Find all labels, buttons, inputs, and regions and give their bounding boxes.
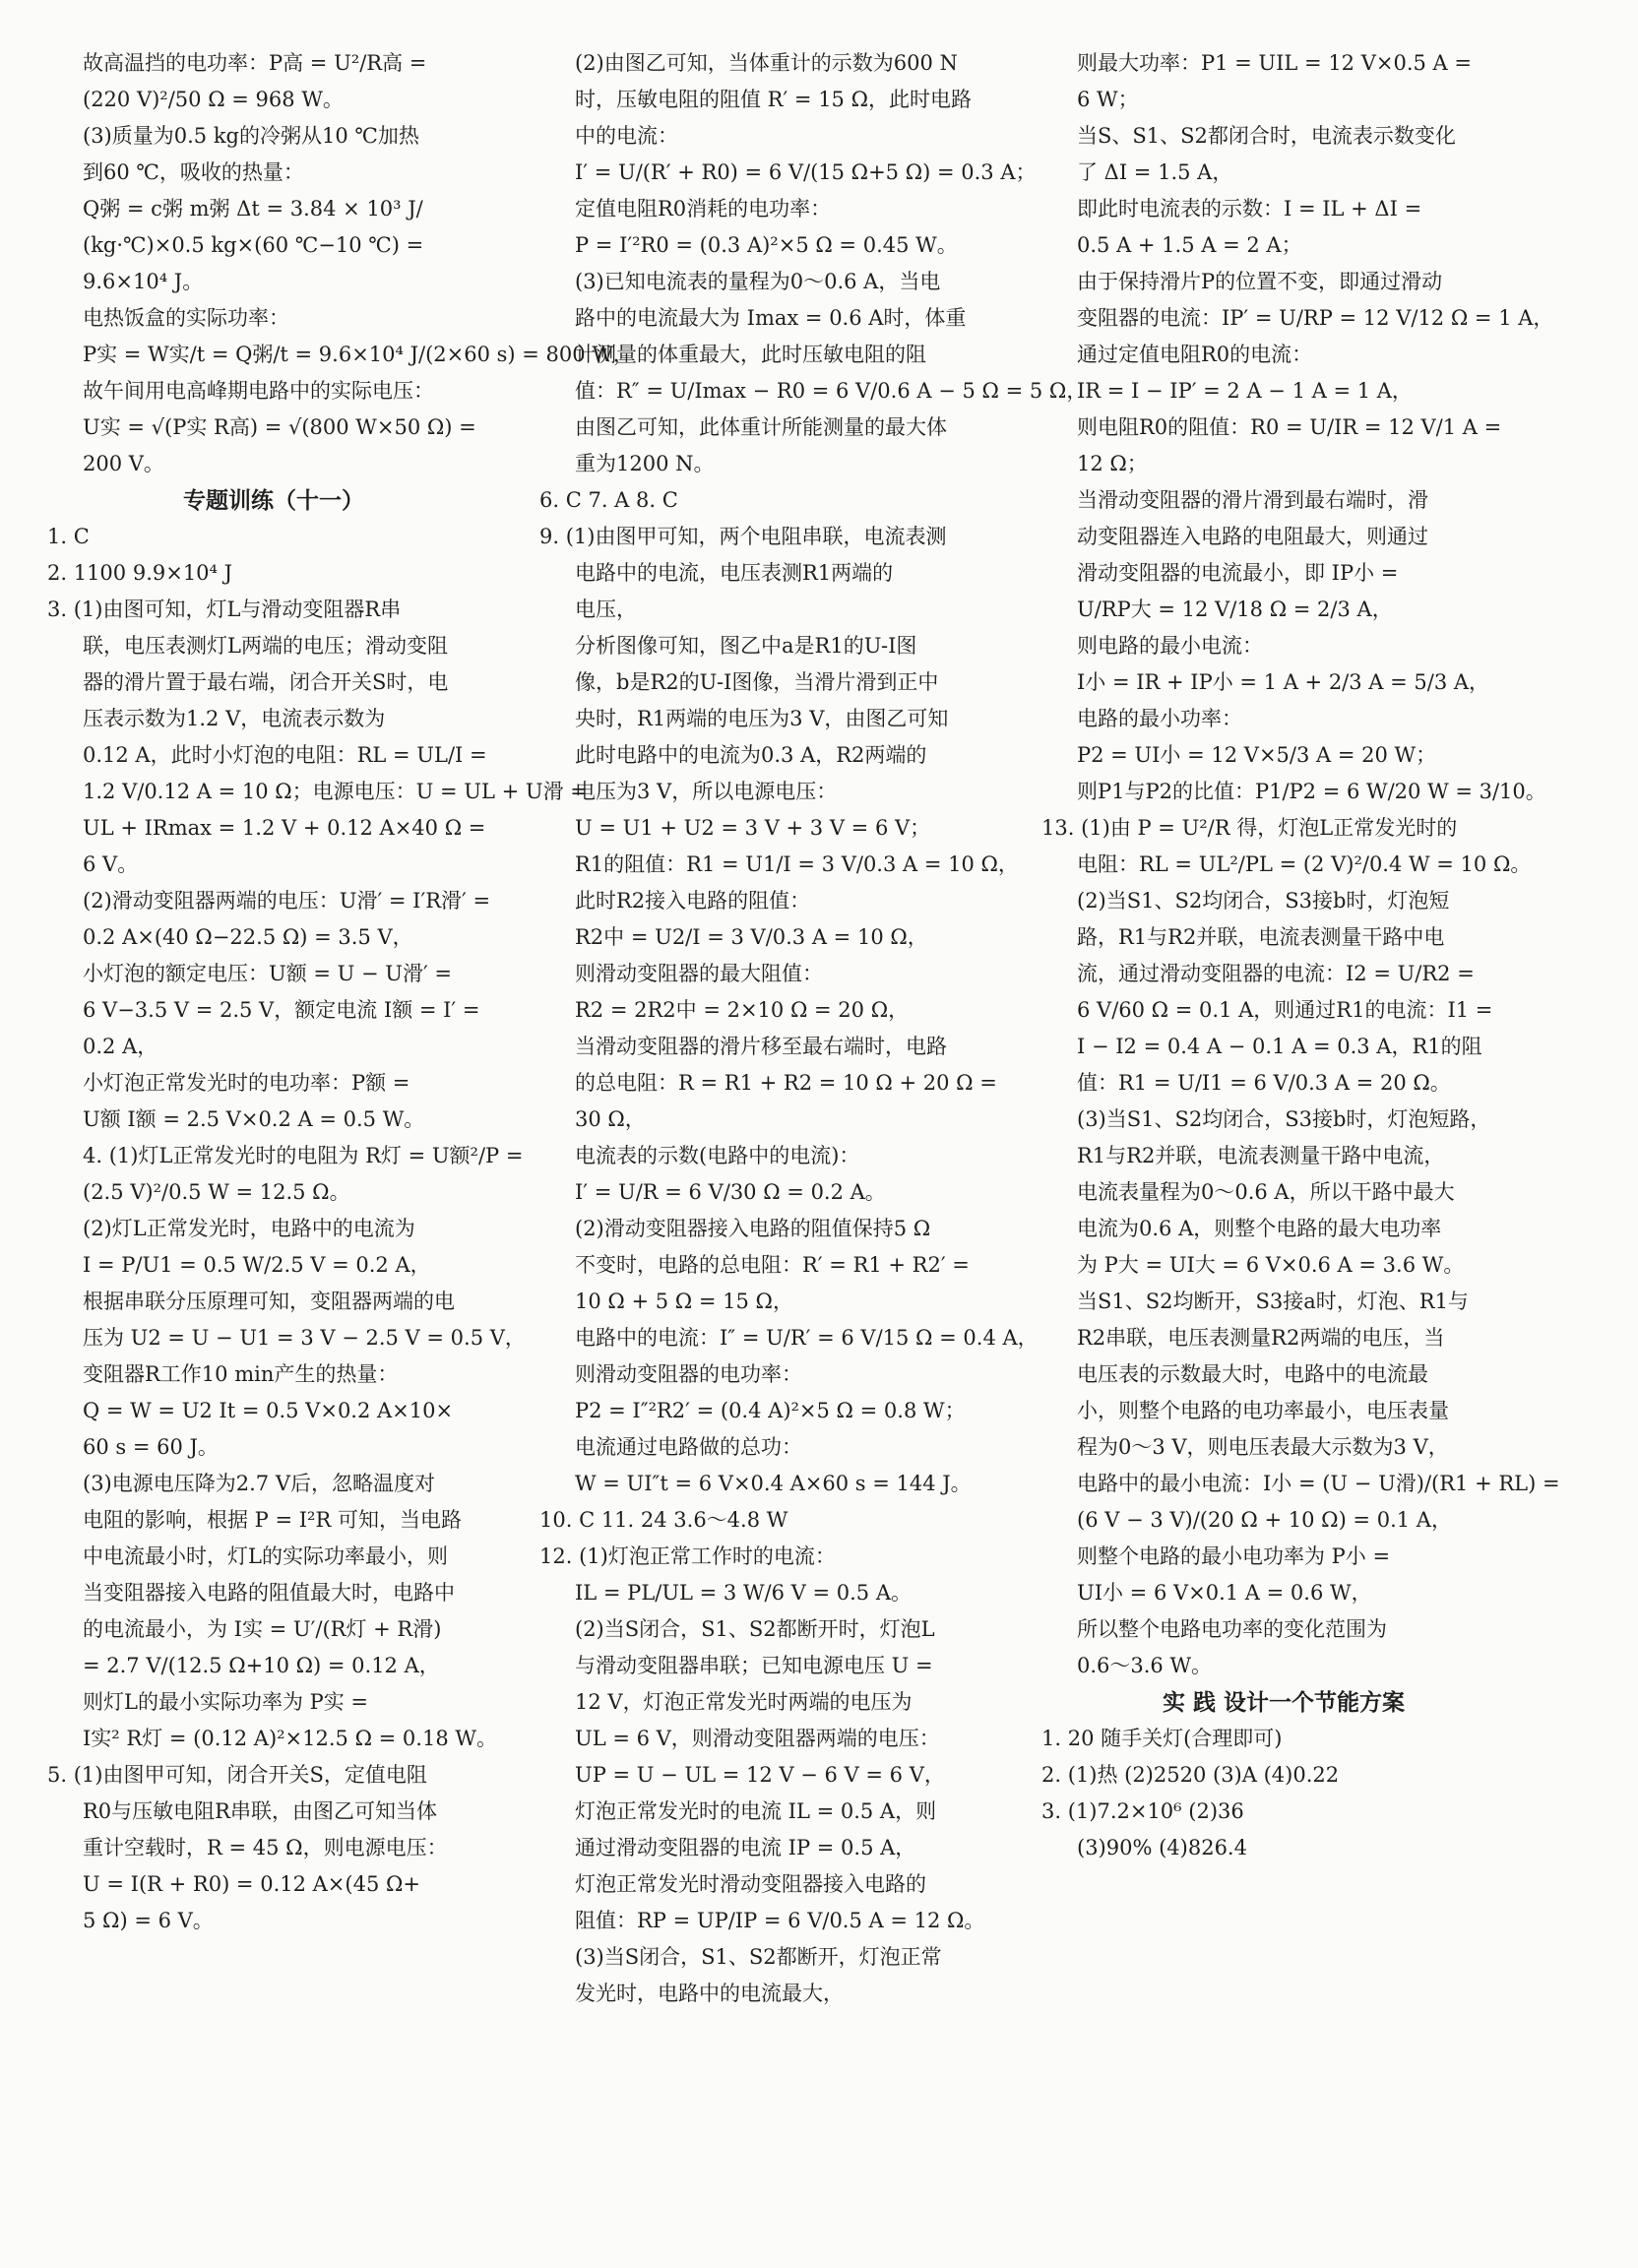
text-line: 则电路的最小电流： bbox=[1077, 634, 1263, 658]
text-line: Q粥 = c粥 m粥 Δt = 3.84 × 10³ J/ bbox=[83, 197, 423, 220]
text-line: U实 = √(P实 R高) = √(800 W×50 Ω) = bbox=[83, 415, 476, 439]
text-line: 13. (1)由 P = U²/R 得，灯泡L正常发光时的 bbox=[1041, 816, 1458, 840]
text-line: 0.5 A + 1.5 A = 2 A； bbox=[1077, 233, 1302, 257]
text-line: 电路中的电流：I″ = U/R′ = 6 V/15 Ω = 0.4 A， bbox=[575, 1326, 1039, 1350]
text-line: 灯泡正常发光时滑动变阻器接入电路的 bbox=[575, 1872, 926, 1896]
text-line: (3)已知电流表的量程为0～0.6 A，当电 bbox=[575, 270, 941, 293]
text-line: 由于保持滑片P的位置不变，即通过滑动 bbox=[1077, 270, 1443, 293]
text-line: UL + IRmax = 1.2 V + 0.12 A×40 Ω = bbox=[83, 816, 486, 840]
text-line: (220 V)²/50 Ω = 968 W。 bbox=[83, 88, 344, 111]
text-line: UI小 = 6 V×0.1 A = 0.6 W， bbox=[1077, 1581, 1372, 1605]
text-line: U = I(R + R0) = 0.12 A×(45 Ω+ bbox=[83, 1872, 420, 1896]
text-line: 则最大功率：P1 = UIL = 12 V×0.5 A = bbox=[1077, 51, 1472, 75]
text-line: U额 I额 = 2.5 V×0.2 A = 0.5 W。 bbox=[83, 1107, 425, 1131]
text-line: 当S、S1、S2都闭合时，电流表示数变化 bbox=[1077, 124, 1456, 148]
text-line: 2. (1)热 (2)2520 (3)A (4)0.22 bbox=[1041, 1763, 1340, 1787]
column-right bbox=[1041, 45, 1560, 1866]
text-line: 像，b是R2的U-I图像，当滑片滑到正中 bbox=[575, 670, 939, 694]
text-line: 当滑动变阻器的滑片移至最右端时，电路 bbox=[575, 1035, 947, 1058]
text-line: 1. C bbox=[47, 525, 90, 548]
text-line: 灯泡正常发光时的电流 IL = 0.5 A，则 bbox=[575, 1799, 937, 1823]
text-line: 重为1200 N。 bbox=[575, 452, 715, 475]
text-line: 中的电流： bbox=[575, 124, 678, 148]
text-line: 30 Ω， bbox=[575, 1107, 646, 1131]
text-line: 4. (1)灯L正常发光时的电阻为 R灯 = U额²/P = bbox=[83, 1144, 524, 1167]
column-middle bbox=[539, 45, 1088, 2012]
text-line: (3)90% (4)826.4 bbox=[1077, 1836, 1247, 1859]
text-line: (2)滑动变阻器接入电路的阻值保持5 Ω bbox=[575, 1217, 931, 1240]
text-line: 时，压敏电阻的阻值 R′ = 15 Ω，此时电路 bbox=[575, 88, 973, 111]
text-line: 变阻器的电流：IP′ = U/RP = 12 V/12 Ω = 1 A， bbox=[1077, 306, 1554, 330]
text-line: 3. (1)由图可知，灯L与滑动变阻器R串 bbox=[47, 598, 402, 621]
text-line: 值：R1 = U/I1 = 6 V/0.3 A = 20 Ω。 bbox=[1077, 1071, 1451, 1095]
text-line: 通过定值电阻R0的电流： bbox=[1077, 343, 1313, 366]
text-line: 6 W； bbox=[1077, 88, 1139, 111]
text-line: 小灯泡正常发光时的电功率：P额 = bbox=[83, 1071, 410, 1095]
text-line: (3)质量为0.5 kg的冷粥从10 ℃加热 bbox=[83, 124, 419, 148]
text-line: = 2.7 V/(12.5 Ω+10 Ω) = 0.12 A， bbox=[83, 1654, 440, 1677]
text-line: 分析图像可知，图乙中a是R1的U-I图 bbox=[575, 634, 917, 658]
text-line: R1与R2并联，电流表测量干路中电流， bbox=[1077, 1144, 1445, 1167]
text-line: R1的阻值：R1 = U1/I = 3 V/0.3 A = 10 Ω， bbox=[575, 852, 1019, 876]
text-line: 0.2 A， bbox=[83, 1035, 158, 1058]
text-line: (2)滑动变阻器两端的电压：U滑′ = I′R滑′ = bbox=[83, 889, 491, 913]
text-line: R0与压敏电阻R串联，由图乙可知当体 bbox=[83, 1799, 437, 1823]
text-line: 央时，R1两端的电压为3 V，由图乙可知 bbox=[575, 707, 949, 730]
text-line: 则P1与P2的比值：P1/P2 = 6 W/20 W = 3/10。 bbox=[1077, 780, 1546, 803]
text-line: U = U1 + U2 = 3 V + 3 V = 6 V； bbox=[575, 816, 931, 840]
text-line: 此时R2接入电路的阻值： bbox=[575, 889, 811, 913]
text-line: (kg·℃)×0.5 kg×(60 ℃−10 ℃) = bbox=[83, 233, 424, 257]
text-line: 当滑动变阻器的滑片滑到最右端时，滑 bbox=[1077, 488, 1428, 512]
text-line: 即此时电流表的示数：I = IL + ΔI = bbox=[1077, 197, 1422, 220]
text-line: 到60 ℃，吸收的热量： bbox=[83, 160, 304, 184]
text-line: 9. (1)由图甲可知，两个电阻串联，电流表测 bbox=[539, 525, 947, 548]
text-line: 当S1、S2均断开，S3接a时，灯泡、R1与 bbox=[1077, 1290, 1469, 1313]
text-line: 电路中的最小电流：I小 = (U − U滑)/(R1 + RL) = bbox=[1077, 1472, 1560, 1495]
text-line: I − I2 = 0.4 A − 0.1 A = 0.3 A，R1的阻 bbox=[1077, 1035, 1482, 1058]
text-line: (3)电源电压降为2.7 V后，忽略温度对 bbox=[83, 1472, 435, 1495]
text-line: 6 V/60 Ω = 0.1 A，则通过R1的电流：I1 = bbox=[1077, 998, 1493, 1022]
text-line: (2)灯L正常发光时，电路中的电流为 bbox=[83, 1217, 415, 1240]
text-line: 了 ΔI = 1.5 A， bbox=[1077, 160, 1233, 184]
text-line: 通过滑动变阻器的电流 IP = 0.5 A， bbox=[575, 1836, 916, 1859]
text-line: U/RP大 = 12 V/18 Ω = 2/3 A， bbox=[1077, 598, 1393, 621]
text-line: 6 V。 bbox=[83, 852, 139, 876]
text-line: 电流通过电路做的总功： bbox=[575, 1435, 802, 1459]
text-line: 5 Ω) = 6 V。 bbox=[83, 1909, 214, 1932]
text-line: (2)当S闭合，S1、S2都断开时，灯泡L bbox=[575, 1617, 935, 1641]
text-line: 电流表的示数(电路中的电流)： bbox=[575, 1144, 860, 1167]
text-line: 故高温挡的电功率：P高 = U²/R高 = bbox=[83, 51, 427, 75]
text-line: 中电流最小时，灯L的实际功率最小，则 bbox=[83, 1544, 448, 1568]
text-line: Q = W = U2 It = 0.5 V×0.2 A×10× bbox=[83, 1399, 454, 1422]
text-line: 阻值：RP = UP/IP = 6 V/0.5 A = 12 Ω。 bbox=[575, 1909, 985, 1932]
text-line: 电压， bbox=[575, 598, 637, 621]
text-line: 小灯泡的额定电压：U额 = U − U滑′ = bbox=[83, 962, 453, 985]
text-line: 12. (1)灯泡正常工作时的电流： bbox=[539, 1544, 836, 1568]
text-line: 压表示数为1.2 V，电流表示数为 bbox=[83, 707, 386, 730]
text-line: 电流表量程为0～0.6 A，所以干路中最大 bbox=[1077, 1180, 1455, 1204]
text-line: 10. C 11. 24 3.6～4.8 W bbox=[539, 1508, 788, 1532]
text-line: 定值电阻R0消耗的电功率： bbox=[575, 197, 832, 220]
text-line: P2 = UI小 = 12 V×5/3 A = 20 W； bbox=[1077, 743, 1437, 767]
text-line: 则整个电路的最小电功率为 P小 = bbox=[1077, 1544, 1391, 1568]
text-line: 1.2 V/0.12 A = 10 Ω；电源电压：U = UL + U滑 = bbox=[83, 780, 588, 803]
text-line: 电路的最小功率： bbox=[1077, 707, 1242, 730]
text-line: 60 s = 60 J。 bbox=[83, 1435, 219, 1459]
text-line: IL = PL/UL = 3 W/6 V = 0.5 A。 bbox=[575, 1581, 913, 1605]
text-line: 故午间用电高峰期电路中的实际电压： bbox=[83, 379, 434, 403]
text-line: 重计空载时，R = 45 Ω，则电源电压： bbox=[83, 1836, 448, 1859]
text-line: 1. 20 随手关灯(合理即可) bbox=[1041, 1727, 1283, 1750]
text-line: IR = I − IP′ = 2 A − 1 A = 1 A， bbox=[1077, 379, 1413, 403]
text-line: (2)由图乙可知，当体重计的示数为600 N bbox=[575, 51, 958, 75]
text-line: 当变阻器接入电路的阻值最大时，电路中 bbox=[83, 1581, 455, 1605]
text-line: I′ = U/R = 6 V/30 Ω = 0.2 A。 bbox=[575, 1180, 886, 1204]
text-line: 则电阻R0的阻值：R0 = U/IR = 12 V/1 A = bbox=[1077, 415, 1502, 439]
text-line: (3)当S1、S2均闭合，S3接b时，灯泡短路， bbox=[1077, 1107, 1491, 1131]
text-line: 与滑动变阻器串联；已知电源电压 U = bbox=[575, 1654, 933, 1677]
text-line: 路，R1与R2并联，电流表测量干路中电 bbox=[1077, 925, 1445, 949]
text-line: 200 V。 bbox=[83, 452, 164, 475]
text-line: 小，则整个电路的电功率最小，电压表量 bbox=[1077, 1399, 1449, 1422]
text-line: I = P/U1 = 0.5 W/2.5 V = 0.2 A， bbox=[83, 1253, 431, 1277]
text-line: 发光时，电路中的电流最大， bbox=[575, 1982, 844, 2005]
text-line: P = I′²R0 = (0.3 A)²×5 Ω = 0.45 W。 bbox=[575, 233, 958, 257]
text-line: 程为0～3 V，则电压表最大示数为3 V， bbox=[1077, 1435, 1449, 1459]
text-line: 3. (1)7.2×10⁶ (2)36 bbox=[1041, 1799, 1244, 1823]
text-line: 为 P大 = UI大 = 6 V×0.6 A = 3.6 W。 bbox=[1077, 1253, 1465, 1277]
text-line: 由图乙可知，此体重计所能测量的最大体 bbox=[575, 415, 947, 439]
text-line: 电流为0.6 A，则整个电路的最大电功率 bbox=[1077, 1217, 1442, 1240]
text-line: I小 = IR + IP小 = 1 A + 2/3 A = 5/3 A， bbox=[1077, 670, 1490, 694]
text-line: 的总电阻：R = R1 + R2 = 10 Ω + 20 Ω = bbox=[575, 1071, 997, 1095]
text-line: 电阻的影响，根据 P = I²R 可知，当电路 bbox=[83, 1508, 462, 1532]
text-line: 0.6～3.6 W。 bbox=[1077, 1654, 1213, 1677]
text-line: 此时电路中的电流为0.3 A，R2两端的 bbox=[575, 743, 927, 767]
text-line: 5. (1)由图甲可知，闭合开关S，定值电阻 bbox=[47, 1763, 427, 1787]
text-line: 电压表的示数最大时，电路中的电流最 bbox=[1077, 1362, 1428, 1386]
text-line: 则滑动变阻器的最大阻值： bbox=[575, 962, 823, 985]
text-line: 电压为3 V，所以电源电压： bbox=[575, 780, 838, 803]
text-line: 10 Ω + 5 Ω = 15 Ω， bbox=[575, 1290, 793, 1313]
text-line: 值：R″ = U/Imax − R0 = 6 V/0.6 A − 5 Ω = 5 Ω， bbox=[575, 379, 1088, 403]
text-line: 9.6×10⁴ J。 bbox=[83, 270, 204, 293]
text-line: 0.12 A，此时小灯泡的电阻：RL = UL/I = bbox=[83, 743, 487, 767]
text-line: 压为 U2 = U − U1 = 3 V − 2.5 V = 0.5 V， bbox=[83, 1326, 526, 1350]
text-line: 路中的电流最大为 Imax = 0.6 A时，体重 bbox=[575, 306, 967, 330]
text-line: 的电流最小，为 I实 = U′/(R灯 + R滑) bbox=[83, 1617, 442, 1641]
text-line: UL = 6 V，则滑动变阻器两端的电压： bbox=[575, 1727, 940, 1750]
section-heading: 实 践 设计一个节能方案 bbox=[1162, 1689, 1405, 1716]
text-line: 变阻器R工作10 min产生的热量： bbox=[83, 1362, 399, 1386]
text-line: 电阻：RL = UL²/PL = (2 V)²/0.4 W = 10 Ω。 bbox=[1077, 852, 1532, 876]
text-line: (6 V − 3 V)/(20 Ω + 10 Ω) = 0.1 A， bbox=[1077, 1508, 1452, 1532]
text-line: 2. 1100 9.9×10⁴ J bbox=[47, 561, 233, 585]
text-line: (2)当S1、S2均闭合，S3接b时，灯泡短 bbox=[1077, 889, 1450, 913]
text-line: R2 = 2R2中 = 2×10 Ω = 20 Ω， bbox=[575, 998, 910, 1022]
text-line: 12 V，灯泡正常发光时两端的电压为 bbox=[575, 1690, 913, 1714]
text-line: R2中 = U2/I = 3 V/0.3 A = 10 Ω， bbox=[575, 925, 928, 949]
text-line: 动变阻器连入电路的电阻最大，则通过 bbox=[1077, 525, 1428, 548]
text-line: (3)当S闭合，S1、S2都断开，灯泡正常 bbox=[575, 1945, 942, 1969]
text-line: 不变时，电路的总电阻：R′ = R1 + R2′ = bbox=[575, 1253, 970, 1277]
text-line: 则滑动变阻器的电功率： bbox=[575, 1362, 802, 1386]
text-line: 12 Ω； bbox=[1077, 452, 1148, 475]
text-line: UP = U − UL = 12 V − 6 V = 6 V， bbox=[575, 1763, 945, 1787]
text-line: 根据串联分压原理可知，变阻器两端的电 bbox=[83, 1290, 455, 1313]
text-line: R2串联，电压表测量R2两端的电压，当 bbox=[1077, 1326, 1445, 1350]
text-line: 电热饭盒的实际功率： bbox=[83, 306, 289, 330]
text-line: W = UI″t = 6 V×0.4 A×60 s = 144 J。 bbox=[575, 1472, 972, 1495]
text-line: 联，电压表测灯L两端的电压；滑动变阻 bbox=[83, 634, 448, 658]
section-heading: 专题训练（十一） bbox=[183, 487, 364, 514]
text-line: 计测量的体重最大，此时压敏电阻的阻 bbox=[575, 343, 926, 366]
text-line: I实² R灯 = (0.12 A)²×12.5 Ω = 0.18 W。 bbox=[83, 1727, 497, 1750]
text-line: 0.2 A×(40 Ω−22.5 Ω) = 3.5 V， bbox=[83, 925, 413, 949]
text-line: (2.5 V)²/0.5 W = 12.5 Ω。 bbox=[83, 1180, 350, 1204]
text-line: 滑动变阻器的电流最小，即 IP小 = bbox=[1077, 561, 1399, 585]
text-line: 器的滑片置于最右端，闭合开关S时，电 bbox=[83, 670, 449, 694]
text-line: 流，通过滑动变阻器的电流：I2 = U/R2 = bbox=[1077, 962, 1475, 985]
text-line: 6. C 7. A 8. C bbox=[539, 488, 678, 512]
text-line: P实 = W实/t = Q粥/t = 9.6×10⁴ J/(2×60 s) = 800 W， bbox=[83, 343, 634, 366]
text-line: 电路中的电流，电压表测R1两端的 bbox=[575, 561, 894, 585]
text-line: I′ = U/(R′ + R0) = 6 V/(15 Ω+5 Ω) = 0.3 A； bbox=[575, 160, 1037, 184]
text-line: 则灯L的最小实际功率为 P实 = bbox=[83, 1690, 369, 1714]
text-line: 6 V−3.5 V = 2.5 V，额定电流 I额 = I′ = bbox=[83, 998, 480, 1022]
text-line: P2 = I″²R2′ = (0.4 A)²×5 Ω = 0.8 W； bbox=[575, 1399, 966, 1422]
text-line: 所以整个电路电功率的变化范围为 bbox=[1077, 1617, 1387, 1641]
